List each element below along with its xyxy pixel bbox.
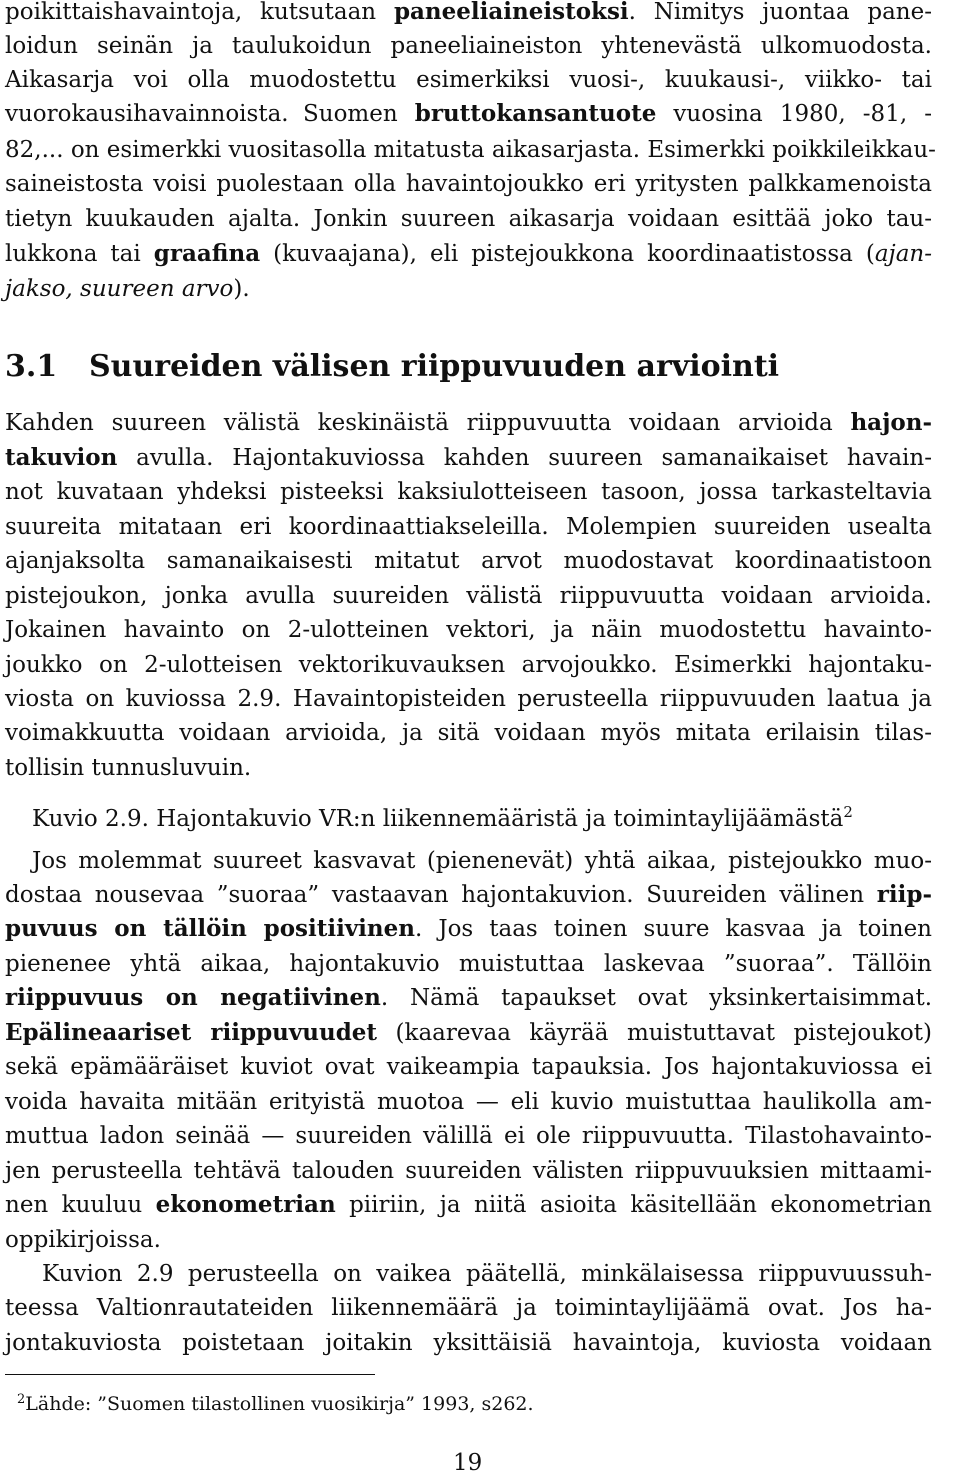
paragraph-line: Jos molemmat suureet kasvavat (pienenevät) yhtä aikaa, pistejoukko muo- [32,848,932,874]
page-number: 19 [453,1450,483,1476]
paragraph-line: pienenee yhtä aikaa, hajontakuvio muistuttaa laskevaa ”suoraa”. Tällöin [5,951,932,977]
text-run: dostaa nousevaa ”suoraa” vastaavan hajontakuvion. Suureiden välinen [5,882,877,908]
paragraph-line: teessa Valtionrautateiden liikennemäärä ja toimintaylijäämä ovat. Jos ha- [5,1295,932,1321]
footnote-marker: 2 [843,803,853,821]
text-run: piiriin, ja niitä asioita käsitellään ekonometrian [335,1192,932,1218]
bold-term: riippuvuus on negatiivinen [5,984,381,1011]
paragraph-line [5,443,932,473]
paragraph-line: jen perusteella tehtävä talouden suureiden välisten riippuvuuksien mittaami- [5,1158,932,1184]
paragraph-line: tietyn kuukauden ajalta. Jonkin suureen aikasarja voidaan esittää joko tau- [5,206,932,232]
text-run: Kahden suureen välistä keskinäistä riippuvuutta voidaan arvioida [5,410,851,436]
section-number: 3.1 [5,349,58,384]
paragraph-line [303,99,932,129]
paragraph-line: jontakuviosta poistetaan joitakin yksittäisiä havaintoja, kuviosta voidaan [5,1330,932,1356]
bold-term: puvuus on tällöin positiivinen [5,915,415,942]
bold-term: ekonometrian [155,1191,336,1218]
footnote-marker: 2 [17,1392,26,1407]
paragraph-line: viosta on kuviossa 2.9. Havaintopisteiden perusteella riippuvuuden laatua ja [5,686,932,712]
text-run: lukkona tai [5,241,154,267]
text-run: . Jos taas toinen suure kasvaa ja toinen [415,916,932,942]
paragraph-line: voida havaita mitään erityistä muotoa — eli kuvio muistuttaa haulikolla am- [5,1089,932,1115]
paragraph-line [5,1018,932,1048]
section-heading [5,347,932,387]
paragraph-line: Jokainen havainto on 2-ulotteinen vektori, ja näin muodostettu havainto- [5,617,932,643]
paragraph-line [5,408,932,438]
bold-term: hajon- [850,409,932,436]
paragraph-line: sekä epämääräiset kuviot ovat vaikeampia tapauksia. Jos hajontakuviossa ei [5,1054,932,1080]
text-run: vuosina 1980, -81, - [656,101,932,127]
figure-caption [32,797,853,832]
text-run: poikittaishavaintoja, kutsutaan [5,0,394,25]
paragraph-line: tollisin tunnusluvuin. [5,755,252,781]
footnote [17,1387,534,1417]
text-run: . Nämä tapaukset ovat yksinkertaisimmat. [380,985,933,1011]
bold-term: paneeliaineistoksi [393,0,629,25]
text-run: (kaarevaa käyrää muistuttavat pistejoukot) [377,1020,932,1046]
paragraph-line: pistejoukon, jonka avulla suureiden välistä riippuvuutta voidaan arvioida. [5,583,932,609]
text-run: . Nimitys juontaa pane- [628,0,932,25]
section-title: Suureiden välisen riippuvuuden arviointi [89,349,780,384]
paragraph-line [5,880,932,910]
paragraph-line [5,239,932,269]
paragraph-line: oppikirjoissa. [5,1227,161,1253]
italic-term: jakso, suureen arvo [5,276,234,302]
paragraph-line: Aikasarja voi olla muodostettu esimerkiksi vuosi-, kuukausi-, viikko- tai [5,67,932,93]
footnote-rule [5,1374,375,1375]
paragraph-line [5,983,932,1013]
bold-term: riip- [876,881,932,908]
paragraph-line: loidun seinän ja taulukoidun paneeliaineiston yhtenevästä ulkomuodosta. [5,33,932,59]
paragraph-line: Kuvion 2.9 perusteella on vaikea päätellä, minkälaisessa riippuvuussuh- [42,1261,932,1287]
text-run: vuorokausihavainnoista. [5,101,289,127]
italic-term: ajan- [874,241,932,267]
paragraph-line: suureita mitataan eri koordinaattiakseleilla. Molempien suureiden usealta [5,514,932,540]
bold-term: Epälineaariset riippuvuudet [5,1019,378,1046]
caption-text: Kuvio 2.9. Hajontakuvio VR:n liikennemääristä ja toimintaylijäämästä [32,806,844,832]
paragraph-line [5,99,289,129]
paragraph-line: muttua ladon seinää — suureiden välillä ei ole riippuvuutta. Tilastohavainto- [5,1123,932,1149]
paragraph-line [5,914,932,944]
text-run: avulla. Hajontakuviossa kahden suureen samanaikaiset havain- [117,445,932,471]
paragraph-line [5,0,932,27]
paragraph-line: joukko on 2-ulotteisen vektorikuvauksen arvojoukko. Esimerkki hajontaku- [5,652,932,678]
footnote-text: Lähde: ”Suomen tilastollinen vuosikirja” 1993, s262. [25,1393,534,1415]
text-run: nen kuuluu [5,1192,156,1218]
bold-term: bruttokansantuote [414,100,657,127]
paragraph-line: ajanjaksolta samanaikaisesti mitatut arvot muodostavat koordinaatistoon [5,548,932,574]
paragraph-line: saineistosta voisi puolestaan olla havaintojoukko eri yritysten palkkamenoista [5,171,932,197]
bold-term: graafina [153,240,261,267]
paragraph-line [5,1190,932,1220]
paragraph-line: not kuvataan yhdeksi pisteeksi kaksiulotteiseen tasoon, jossa tarkasteltavia [5,479,932,505]
paragraph-line [5,274,932,304]
bold-term: takuvion [5,444,118,471]
text-run: Suomen [303,101,415,127]
paragraph-line: voimakkuutta voidaan arvioida, ja sitä voidaan myös mitata erilaisin tilas- [5,720,932,746]
paragraph-line: 82,... on esimerkki vuositasolla mitatusta aikasarjasta. Esimerkki poikkileikkau- [5,137,936,163]
text-run: ). [233,276,250,302]
text-run: (kuvaajana), eli pistejoukkona koordinaatistossa ( [260,241,875,267]
